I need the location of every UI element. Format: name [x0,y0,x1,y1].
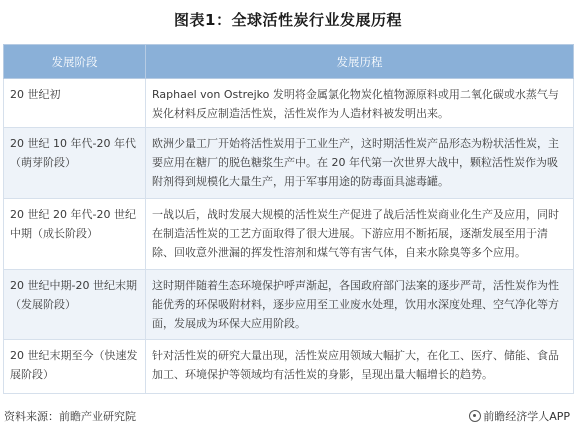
source-note: 资料来源：前瞻产业研究院 [4,410,136,423]
history-cell: 一战以后，战时发展大规模的活性炭生产促进了战后活性炭商业化生产及应用，同时在制造活性炭的工艺方面取得了很大进展。下游应用不断拓展，逐渐发展至用于清除、回收意外泄漏的挥发性溶剂和煤气等有害气体，自来水除臭等多个应用。 [146,199,574,270]
table-row [4,79,574,128]
stage-cell: 20 世纪初 [4,79,146,128]
chart-title: 图表1：全球活性炭行业发展历程 [174,11,402,29]
table-row [4,270,574,340]
stage-cell: 20 世纪末期至今（快速发展阶段） [4,340,146,394]
credit [469,408,570,424]
history-cell: 针对活性炭的研究大量出现，活性炭应用领域大幅扩大，在化工、医疗、储能、食品加工、环境保护等领域均有活性炭的身影，呈现出量大幅增长的趋势。 [146,340,574,394]
column-header-history: 发展历程 [146,45,574,79]
table-row [4,128,574,199]
history-cell: Raphael von Ostrejko 发明将金属氯化物炭化植物源原料或用二氧化碳或水蒸气与炭化材料反应制造活性炭，活性炭作为人造材料被发明出来。 [146,79,574,128]
history-table [3,44,574,394]
stage-cell: 20 世纪 10 年代-20 年代（萌芽阶段） [4,128,146,199]
history-cell: 欧洲少量工厂开始将活性炭用于工业生产，这时期活性炭产品形态为粉状活性炭，主要应用在糖厂的脱色糖浆生产中。在 20 年代第一次世界大战中，颗粒活性炭作为吸附剂得到规模化大量生产，用于军事用途的防毒面具滤毒罐。 [146,128,574,199]
table-row [4,340,574,394]
stage-cell: 20 世纪 20 年代-20 世纪中期（成长阶段） [4,199,146,270]
column-header-stage: 发展阶段 [4,45,146,79]
at-icon [469,410,481,422]
table-row [4,199,574,270]
stage-cell: 20 世纪中期-20 世纪末期（发展阶段） [4,270,146,340]
table-header-row [4,45,574,79]
history-cell: 这时期伴随着生态环境保护呼声渐起，各国政府部门法案的逐步严苛，活性炭作为性能优秀的环保吸附材料，逐步应用至工业废水处理，饮用水深度处理、空气净化等方面，发展成为环保大应用阶段。 [146,270,574,340]
credit-label: 前瞻经济学人APP [483,410,570,423]
